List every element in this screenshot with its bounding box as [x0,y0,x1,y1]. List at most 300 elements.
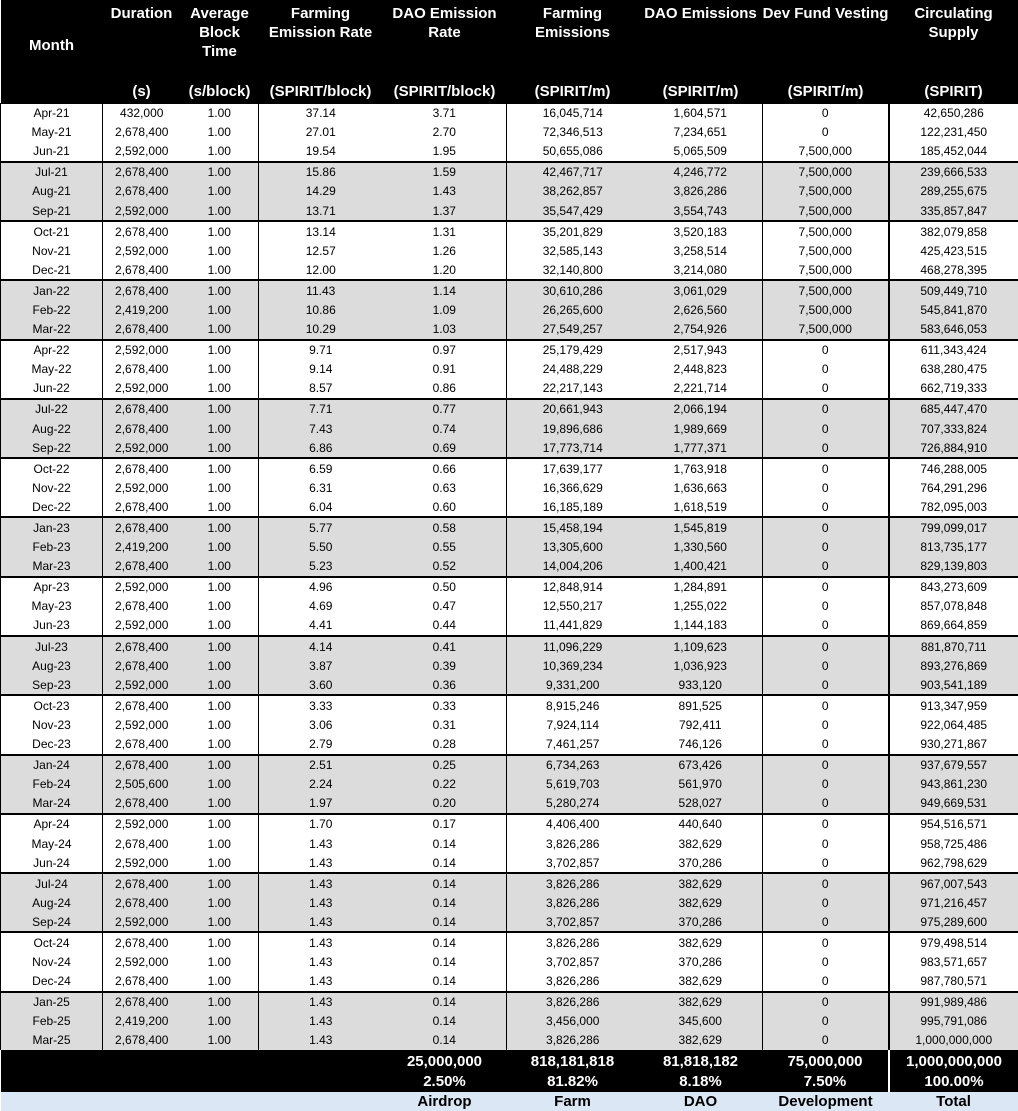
cell-circulating-supply: 954,516,571 [889,814,1018,834]
cell-dao-rate: 0.25 [383,755,507,775]
cell-farm-emissions: 3,826,286 [507,972,639,992]
cell-block-time: 1.00 [181,735,259,755]
cell-block-time: 1.00 [181,814,259,834]
cell-month: Aug-23 [1,656,103,675]
cell-dev-fund: 7,500,000 [763,162,889,182]
cell-month: Dec-21 [1,260,103,280]
cell-circulating-supply: 937,679,557 [889,755,1018,775]
cell-dao-rate: 1.20 [383,260,507,280]
cell-month: Oct-23 [1,695,103,715]
cell-block-time: 1.00 [181,221,259,241]
cell-block-time: 1.00 [181,972,259,992]
cell-month: Mar-23 [1,557,103,577]
cell-block-time: 1.00 [181,992,259,1012]
cell-circulating-supply: 764,291,296 [889,478,1018,497]
cell-dao-emissions: 2,626,560 [639,300,763,319]
cell-block-time: 1.00 [181,873,259,893]
cell-dao-emissions: 1,636,663 [639,478,763,497]
percent-farm: 81.82% [507,1072,639,1091]
cell-month: Jan-25 [1,992,103,1012]
cell-dev-fund: 0 [763,656,889,675]
cell-farm-emissions: 17,639,177 [507,458,639,478]
cell-dao-emissions: 4,246,772 [639,162,763,182]
cell-farm-emissions: 3,826,286 [507,1031,639,1050]
cell-circulating-supply: 991,989,486 [889,992,1018,1012]
cell-dao-rate: 0.69 [383,438,507,458]
cell-farm-rate: 10.86 [259,300,383,319]
cell-farm-emissions: 35,547,429 [507,201,639,221]
cell-block-time: 1.00 [181,616,259,636]
cell-month: Oct-22 [1,458,103,478]
cell-dev-fund: 0 [763,675,889,695]
cell-dao-rate: 0.22 [383,775,507,794]
cell-duration: 2,678,400 [103,972,181,992]
cell-circulating-supply: 987,780,571 [889,972,1018,992]
table-row [1,1031,1018,1050]
cell-farm-rate: 6.04 [259,497,383,517]
cell-farm-rate: 1.43 [259,853,383,873]
table-row [1,834,1018,853]
cell-dev-fund: 0 [763,399,889,419]
cell-dao-emissions: 561,970 [639,775,763,794]
header-dao-emissions: DAO Emissions [639,0,763,81]
table-row [1,953,1018,972]
table-row [1,103,1018,123]
cell-circulating-supply: 881,870,711 [889,636,1018,656]
cell-block-time: 1.00 [181,538,259,557]
label-dev: Development [763,1091,889,1111]
cell-dao-emissions: 382,629 [639,992,763,1012]
cell-farm-emissions: 7,461,257 [507,735,639,755]
cell-dev-fund: 0 [763,953,889,972]
cell-month: Feb-25 [1,1012,103,1031]
header-farm-emissions: Farming Emissions [507,0,639,81]
cell-dev-fund: 0 [763,538,889,557]
cell-duration: 2,678,400 [103,695,181,715]
table-row [1,656,1018,675]
cell-dev-fund: 7,500,000 [763,300,889,319]
cell-farm-emissions: 5,619,703 [507,775,639,794]
cell-dao-rate: 0.36 [383,675,507,695]
cell-duration: 2,678,400 [103,123,181,142]
cell-dev-fund: 0 [763,775,889,794]
cell-month: Jan-24 [1,755,103,775]
cell-duration: 2,678,400 [103,597,181,616]
cell-dev-fund: 0 [763,834,889,853]
cell-block-time: 1.00 [181,497,259,517]
cell-circulating-supply: 829,139,803 [889,557,1018,577]
cell-month: Nov-24 [1,953,103,972]
cell-duration: 2,592,000 [103,438,181,458]
cell-dao-emissions: 3,520,183 [639,221,763,241]
cell-month: Dec-24 [1,972,103,992]
table-row [1,912,1018,932]
cell-circulating-supply: 943,861,230 [889,775,1018,794]
cell-dao-rate: 0.17 [383,814,507,834]
cell-block-time: 1.00 [181,656,259,675]
cell-farm-emissions: 72,346,513 [507,123,639,142]
cell-farm-emissions: 3,826,286 [507,873,639,893]
cell-dao-emissions: 3,258,514 [639,241,763,260]
cell-circulating-supply: 903,541,189 [889,675,1018,695]
cell-duration: 2,592,000 [103,577,181,597]
table-row [1,419,1018,438]
cell-dev-fund: 0 [763,636,889,656]
cell-block-time: 1.00 [181,379,259,399]
cell-farm-emissions: 11,441,829 [507,616,639,636]
cell-duration: 2,678,400 [103,360,181,379]
cell-circulating-supply: 930,271,867 [889,735,1018,755]
cell-month: Feb-23 [1,538,103,557]
cell-dao-emissions: 1,330,560 [639,538,763,557]
percent-airdrop: 2.50% [383,1072,507,1091]
footer-blank-2 [1,1072,383,1091]
cell-duration: 2,678,400 [103,280,181,300]
cell-block-time: 1.00 [181,103,259,123]
cell-farm-emissions: 4,406,400 [507,814,639,834]
cell-dao-rate: 0.91 [383,360,507,379]
cell-month: Mar-24 [1,794,103,814]
cell-month: Oct-24 [1,932,103,952]
cell-circulating-supply: 782,095,003 [889,497,1018,517]
cell-dao-emissions: 3,554,743 [639,201,763,221]
cell-duration: 2,592,000 [103,853,181,873]
cell-dao-rate: 0.28 [383,735,507,755]
cell-circulating-supply: 42,650,286 [889,103,1018,123]
cell-duration: 432,000 [103,103,181,123]
cell-duration: 2,592,000 [103,201,181,221]
table-row [1,992,1018,1012]
cell-circulating-supply: 983,571,657 [889,953,1018,972]
percent-total: 100.00% [889,1072,1018,1091]
cell-farm-emissions: 3,826,286 [507,992,639,1012]
cell-dev-fund: 7,500,000 [763,280,889,300]
cell-block-time: 1.00 [181,340,259,360]
cell-month: Oct-21 [1,221,103,241]
cell-circulating-supply: 382,079,858 [889,221,1018,241]
total-supply: 1,000,000,000 [889,1050,1018,1072]
cell-farm-emissions: 16,185,189 [507,497,639,517]
cell-dev-fund: 0 [763,103,889,123]
cell-month: Jun-24 [1,853,103,873]
cell-dao-emissions: 2,517,943 [639,340,763,360]
cell-block-time: 1.00 [181,162,259,182]
cell-dev-fund: 0 [763,478,889,497]
cell-farm-emissions: 5,280,274 [507,794,639,814]
cell-month: May-24 [1,834,103,853]
cell-duration: 2,678,400 [103,656,181,675]
label-dao: DAO [639,1091,763,1111]
cell-month: May-23 [1,597,103,616]
table-row [1,814,1018,834]
cell-farm-rate: 1.43 [259,834,383,853]
header-duration: Duration [103,0,181,81]
header-dao-rate-unit: (SPIRIT/block) [383,81,507,103]
cell-month: May-21 [1,123,103,142]
cell-dao-rate: 3.71 [383,103,507,123]
cell-farm-rate: 7.43 [259,419,383,438]
cell-dao-emissions: 7,234,651 [639,123,763,142]
cell-month: Dec-23 [1,735,103,755]
cell-circulating-supply: 949,669,531 [889,794,1018,814]
cell-block-time: 1.00 [181,695,259,715]
cell-dev-fund: 0 [763,360,889,379]
cell-month: Nov-21 [1,241,103,260]
cell-block-time: 1.00 [181,458,259,478]
cell-duration: 2,678,400 [103,636,181,656]
cell-dao-emissions: 1,989,669 [639,419,763,438]
cell-dao-rate: 1.37 [383,201,507,221]
cell-circulating-supply: 685,447,470 [889,399,1018,419]
cell-dao-emissions: 5,065,509 [639,142,763,162]
cell-farm-emissions: 32,585,143 [507,241,639,260]
cell-dao-emissions: 528,027 [639,794,763,814]
table-row [1,182,1018,201]
cell-dao-emissions: 673,426 [639,755,763,775]
cell-farm-rate: 1.43 [259,893,383,912]
cell-farm-rate: 1.43 [259,912,383,932]
cell-month: Jan-22 [1,280,103,300]
cell-farm-rate: 5.50 [259,538,383,557]
cell-duration: 2,592,000 [103,241,181,260]
cell-dev-fund: 0 [763,1031,889,1050]
cell-block-time: 1.00 [181,142,259,162]
cell-circulating-supply: 662,719,333 [889,379,1018,399]
cell-dao-rate: 0.31 [383,715,507,734]
table-row [1,853,1018,873]
cell-dao-emissions: 382,629 [639,834,763,853]
cell-farm-emissions: 25,179,429 [507,340,639,360]
cell-duration: 2,678,400 [103,260,181,280]
cell-dao-emissions: 1,284,891 [639,577,763,597]
cell-duration: 2,678,400 [103,497,181,517]
cell-farm-rate: 4.41 [259,616,383,636]
cell-dao-rate: 1.14 [383,280,507,300]
cell-month: Apr-23 [1,577,103,597]
cell-dao-emissions: 933,120 [639,675,763,695]
cell-duration: 2,419,200 [103,300,181,319]
percent-dao: 8.18% [639,1072,763,1091]
cell-month: Jul-24 [1,873,103,893]
cell-dev-fund: 0 [763,458,889,478]
cell-farm-rate: 2.24 [259,775,383,794]
cell-dev-fund: 0 [763,616,889,636]
cell-dev-fund: 0 [763,873,889,893]
cell-duration: 2,592,000 [103,340,181,360]
header-circulating-supply: Circulating Supply [889,0,1018,81]
cell-dao-emissions: 2,066,194 [639,399,763,419]
cell-dev-fund: 0 [763,695,889,715]
cell-block-time: 1.00 [181,834,259,853]
table-row [1,379,1018,399]
cell-dao-emissions: 1,255,022 [639,597,763,616]
cell-duration: 2,678,400 [103,419,181,438]
cell-farm-emissions: 27,549,257 [507,320,639,340]
header-month: Month [1,0,103,81]
cell-dev-fund: 0 [763,557,889,577]
cell-duration: 2,678,400 [103,735,181,755]
cell-dao-rate: 0.55 [383,538,507,557]
cell-circulating-supply: 975,289,600 [889,912,1018,932]
header-block-time: Average Block Time [181,0,259,81]
cell-dao-emissions: 1,109,623 [639,636,763,656]
cell-month: Feb-22 [1,300,103,319]
cell-farm-rate: 7.71 [259,399,383,419]
table-row [1,715,1018,734]
cell-duration: 2,419,200 [103,1012,181,1031]
cell-dev-fund: 7,500,000 [763,260,889,280]
cell-farm-emissions: 3,702,857 [507,953,639,972]
cell-dao-emissions: 345,600 [639,1012,763,1031]
cell-circulating-supply: 746,288,005 [889,458,1018,478]
cell-dao-rate: 0.39 [383,656,507,675]
cell-dao-emissions: 1,618,519 [639,497,763,517]
cell-dev-fund: 0 [763,853,889,873]
cell-circulating-supply: 843,273,609 [889,577,1018,597]
table-row [1,675,1018,695]
table-row [1,142,1018,162]
cell-block-time: 1.00 [181,300,259,319]
header-dev-fund: Dev Fund Vesting [763,0,889,81]
cell-dev-fund: 7,500,000 [763,182,889,201]
cell-block-time: 1.00 [181,201,259,221]
cell-farm-rate: 15.86 [259,162,383,182]
table-row [1,636,1018,656]
cell-farm-rate: 12.57 [259,241,383,260]
cell-dao-rate: 0.14 [383,1012,507,1031]
cell-farm-emissions: 11,096,229 [507,636,639,656]
cell-duration: 2,678,400 [103,755,181,775]
cell-duration: 2,678,400 [103,557,181,577]
cell-month: Jun-23 [1,616,103,636]
cell-circulating-supply: 813,735,177 [889,538,1018,557]
cell-farm-emissions: 3,826,286 [507,932,639,952]
cell-duration: 2,678,400 [103,182,181,201]
cell-dao-emissions: 1,036,923 [639,656,763,675]
cell-block-time: 1.00 [181,360,259,379]
label-airdrop: Airdrop [383,1091,507,1111]
cell-block-time: 1.00 [181,399,259,419]
cell-dev-fund: 0 [763,932,889,952]
cell-block-time: 1.00 [181,853,259,873]
cell-duration: 2,592,000 [103,142,181,162]
cell-dev-fund: 0 [763,577,889,597]
cell-dao-rate: 0.74 [383,419,507,438]
cell-farm-emissions: 9,331,200 [507,675,639,695]
cell-dev-fund: 7,500,000 [763,221,889,241]
cell-dao-rate: 0.14 [383,972,507,992]
cell-farm-rate: 1.70 [259,814,383,834]
cell-block-time: 1.00 [181,932,259,952]
cell-month: Jul-22 [1,399,103,419]
cell-farm-emissions: 20,661,943 [507,399,639,419]
cell-duration: 2,678,400 [103,834,181,853]
cell-dao-emissions: 2,448,823 [639,360,763,379]
cell-farm-emissions: 19,896,686 [507,419,639,438]
table-row [1,972,1018,992]
table-row [1,201,1018,221]
cell-farm-rate: 37.14 [259,103,383,123]
cell-dev-fund: 0 [763,419,889,438]
cell-dao-emissions: 891,525 [639,695,763,715]
header-dao-rate: DAO Emission Rate [383,0,507,81]
cell-dao-rate: 2.70 [383,123,507,142]
cell-farm-emissions: 10,369,234 [507,656,639,675]
table-row [1,162,1018,182]
total-dao: 81,818,182 [639,1050,763,1072]
header-dev-fund-unit: (SPIRIT/m) [763,81,889,103]
cell-farm-rate: 3.06 [259,715,383,734]
cell-dev-fund: 7,500,000 [763,320,889,340]
cell-duration: 2,678,400 [103,320,181,340]
cell-dao-emissions: 1,545,819 [639,517,763,537]
cell-farm-emissions: 22,217,143 [507,379,639,399]
table-row [1,280,1018,300]
cell-dao-emissions: 2,754,926 [639,320,763,340]
cell-dao-emissions: 1,400,421 [639,557,763,577]
cell-farm-emissions: 38,262,857 [507,182,639,201]
cell-month: Aug-24 [1,893,103,912]
cell-circulating-supply: 995,791,086 [889,1012,1018,1031]
cell-duration: 2,678,400 [103,162,181,182]
cell-dao-emissions: 3,214,080 [639,260,763,280]
cell-dao-rate: 0.14 [383,893,507,912]
cell-circulating-supply: 289,255,675 [889,182,1018,201]
cell-duration: 2,505,600 [103,775,181,794]
cell-farm-rate: 9.71 [259,340,383,360]
table-row [1,735,1018,755]
cell-dao-rate: 0.14 [383,1031,507,1050]
cell-farm-emissions: 3,826,286 [507,893,639,912]
cell-circulating-supply: 799,099,017 [889,517,1018,537]
cell-circulating-supply: 638,280,475 [889,360,1018,379]
cell-block-time: 1.00 [181,280,259,300]
cell-dao-rate: 1.26 [383,241,507,260]
cell-farm-rate: 2.51 [259,755,383,775]
total-dev: 75,000,000 [763,1050,889,1072]
cell-month: Nov-22 [1,478,103,497]
table-row [1,458,1018,478]
table-row [1,557,1018,577]
cell-block-time: 1.00 [181,577,259,597]
cell-duration: 2,592,000 [103,478,181,497]
header-dao-emissions-unit: (SPIRIT/m) [639,81,763,103]
cell-circulating-supply: 185,452,044 [889,142,1018,162]
cell-dao-rate: 1.03 [383,320,507,340]
table-row [1,873,1018,893]
cell-block-time: 1.00 [181,182,259,201]
cell-circulating-supply: 971,216,457 [889,893,1018,912]
cell-block-time: 1.00 [181,1012,259,1031]
cell-farm-rate: 1.43 [259,972,383,992]
cell-dao-rate: 1.95 [383,142,507,162]
cell-dao-rate: 0.33 [383,695,507,715]
cell-dev-fund: 0 [763,597,889,616]
cell-block-time: 1.00 [181,419,259,438]
cell-dao-rate: 1.09 [383,300,507,319]
cell-circulating-supply: 122,231,450 [889,123,1018,142]
cell-dev-fund: 0 [763,912,889,932]
cell-dao-rate: 1.31 [383,221,507,241]
cell-farm-emissions: 26,265,600 [507,300,639,319]
cell-farm-emissions: 6,734,263 [507,755,639,775]
table-row [1,794,1018,814]
table-row [1,260,1018,280]
cell-duration: 2,678,400 [103,399,181,419]
cell-dao-emissions: 382,629 [639,873,763,893]
cell-month: Jan-23 [1,517,103,537]
cell-farm-emissions: 50,655,086 [507,142,639,162]
